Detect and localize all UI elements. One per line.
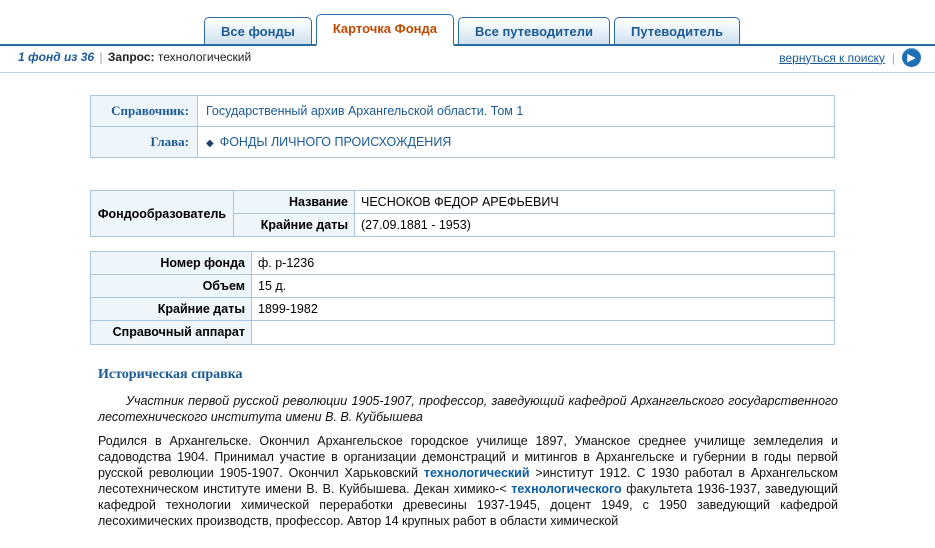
creator-dates-label: Крайние даты <box>234 214 355 237</box>
tab-list <box>204 14 740 44</box>
historical-body-part-3: факультета 1936-1937, заведующий кафедрой технологии химической переработки древесины 1937-1945, доцент 1949, с 1950 заведующий кафедрой лесохимических производств, профессор. Автор 14 крупных работ в области химической <box>98 482 838 528</box>
query-separator: | <box>99 50 103 64</box>
historical-note-lead: Участник первой русской революции 1905-1907, профессор, заведующий кафедрой Архангельского государственного лесотехнического института имени В. В. Куйбышева <box>98 394 838 424</box>
query-value: технологический <box>157 50 252 64</box>
highlighted-term-1: технологический <box>423 466 530 480</box>
extreme-dates-value: 1899-1982 <box>252 298 835 321</box>
volume-label: Объем <box>91 275 252 298</box>
creator-name-label: Название <box>234 191 355 214</box>
glava-link[interactable]: ФОНДЫ ЛИЧНОГО ПРОИСХОЖДЕНИЯ <box>219 135 452 149</box>
historical-note-body <box>98 433 838 529</box>
tab-all-guides[interactable]: Все путеводители <box>458 17 610 44</box>
actions-divider: | <box>891 50 895 65</box>
historical-note-title: Историческая справка <box>98 367 243 382</box>
historical-body-part-2: >институт 1912. С 1930 работал в Архангельском лесотехническом институте имени В. В. Куйбышева. Декан химико-< <box>98 466 838 496</box>
query-label: Запрос: <box>107 50 155 64</box>
reference-header-table <box>90 95 835 158</box>
creator-table <box>90 190 835 237</box>
finding-aid-value <box>252 321 835 345</box>
spravochnik-value <box>198 96 835 127</box>
creator-row-label: Фондообразователь <box>91 191 234 237</box>
spravochnik-link[interactable]: Государственный архив Архангельской области. Том 1 <box>206 104 524 118</box>
back-to-search-link[interactable]: вернуться к поиску <box>779 50 885 65</box>
creator-dates-value: (27.09.1881 - 1953) <box>355 214 835 237</box>
tab-all-funds[interactable]: Все фонды <box>204 17 312 44</box>
fund-card-content <box>0 95 935 529</box>
tab-fund-card[interactable]: Карточка Фонда <box>316 14 454 46</box>
query-actions <box>779 48 921 67</box>
fund-number-value: ф. р-1236 <box>252 252 835 275</box>
result-count: 1 фонд из 36 <box>18 50 95 64</box>
fund-details-table <box>90 251 835 345</box>
table-row-spravochnik <box>91 96 835 127</box>
glava-value <box>198 127 835 158</box>
creator-name-value: ЧЕСНОКОВ ФЕДОР АРЕФЬЕВИЧ <box>355 191 835 214</box>
table-row-glava <box>91 127 835 158</box>
glava-label: Глава: <box>91 127 198 158</box>
extreme-dates-label: Крайние даты <box>91 298 252 321</box>
highlighted-term-2: технологического <box>511 482 622 496</box>
table-row <box>91 252 835 275</box>
historical-body-part-1: Родился в Архангельске. Окончил Архангельское городское училище 1897, Уманское среднее училище земледелия и садоводства 1904. Принимал участие в организации демонстраций и митингов в Архангельске и губернии в годы первой русской революции 1905-1907. Окончил Харьковский <box>98 434 838 480</box>
table-row <box>91 298 835 321</box>
table-row <box>91 275 835 298</box>
volume-value: 15 д. <box>252 275 835 298</box>
circle-arrow-right-icon[interactable]: ▶ <box>902 48 921 67</box>
tab-bar <box>0 0 935 46</box>
tab-guide[interactable]: Путеводитель <box>614 17 740 44</box>
query-summary <box>18 50 251 64</box>
query-bar <box>0 46 935 73</box>
finding-aid-label: Справочный аппарат <box>91 321 252 345</box>
fund-number-label: Номер фонда <box>91 252 252 275</box>
spravochnik-label: Справочник: <box>91 96 198 127</box>
table-row <box>91 321 835 345</box>
diamond-bullet-icon: ◆ <box>206 138 214 149</box>
historical-note <box>98 367 838 529</box>
table-row-creator-name <box>91 191 835 214</box>
